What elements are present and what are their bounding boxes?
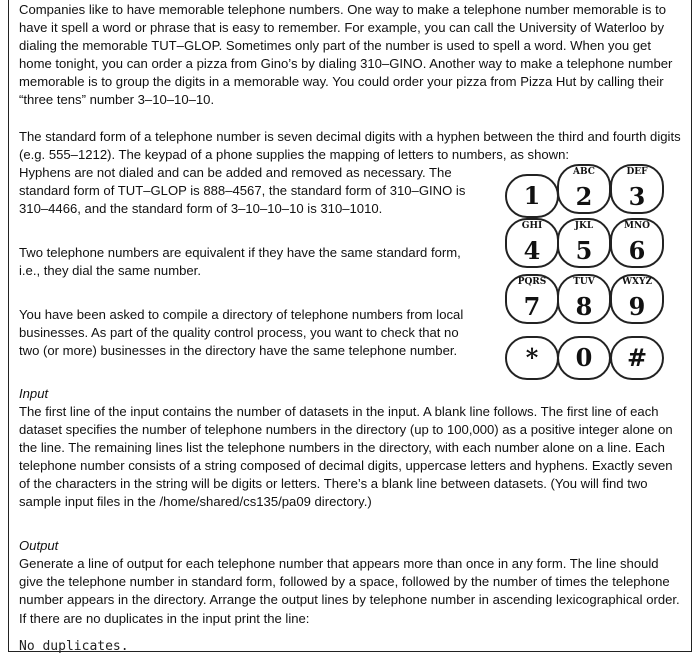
keypad-key-star: *	[505, 336, 559, 380]
equivalent-paragraph: Two telephone numbers are equivalent if they have the same standard form, i.e., they dial the same number.	[19, 245, 461, 279]
keypad-key-2: ABC 2	[557, 164, 611, 214]
directory-paragraph: You have been asked to compile a directory of telephone numbers from local businesses. As part of the quality control process, you want to check that no two (or more) businesses in the directory have the same telephone number.	[19, 307, 464, 359]
input-body: The first line of the input contains the number of datasets in the input. A blank line follows. The first line of each dataset specifies the number of telephone numbers in the directory (up to 100,000) as a positive integer alone on the line. The remaining lines list the telephone numbers in the directory, with each number alone on a line. Each telephone number consists of a string composed of decimal digits, uppercase letters and hyphens. Exactly seven of the characters in the string will be digits or letters. There’s a blank line between datasets. (You will find two sample input files in the /home/shared/cs135/pa09 directory.)	[19, 403, 673, 510]
keypad-key-1: 1	[505, 174, 559, 218]
phone-keypad-figure	[497, 164, 675, 382]
hyphens-paragraph: Hyphens are not dialed and can be added and removed as necessary. The standard form of TUT–GLOP is 888–4567, the standard form of 310–GINO is 310–4466, and the standard form of 3–10–10–10 is 310–1010.	[19, 164, 466, 216]
keypad-key-5: JKL 5	[557, 218, 611, 268]
keypad-key-4: GHI 4	[505, 218, 559, 268]
keypad-section	[19, 164, 683, 385]
intro-paragraph: Companies like to have memorable telephone numbers. One way to make a telephone number memorable is to have it spell a word or phrase that is easy to remember. For example, you can call the University of Waterloo by dialing the memorable TUT–GLOP. Sometimes only part of the number is used to spell a word. When you get home tonight, you can order a pizza from Gino’s by dialing 310–GINO. Another way to make a telephone number memorable is to group the digits in a memorable way. You could order your pizza from Pizza Hut by calling their “three tens” number 3–10–10–10.	[19, 2, 673, 108]
keypad-key-hash: #	[610, 336, 664, 380]
no-duplicates-sample: No duplicates.	[19, 638, 129, 654]
output-body: Generate a line of output for each telephone number that appears more than once in any form. The line should give the telephone number in standard form, followed by a space, followed by the number of times the telephone number appears in the directory. Arrange the output lines by telephone number in ascending lexicographical order. If there are no duplicates in the input print the line:	[19, 556, 680, 626]
keypad-key-8: TUV 8	[557, 274, 611, 324]
keypad-key-0: 0	[557, 336, 611, 380]
output-heading: Output	[19, 538, 59, 554]
keypad-key-7: PQRS 7	[505, 274, 559, 324]
keypad-key-6: MNO 6	[610, 218, 664, 268]
keypad-key-9: WXYZ 9	[610, 274, 664, 324]
standard-form-paragraph: The standard form of a telephone number is seven decimal digits with a hyphen between the third and fourth digits (e.g. 555–1212). The keypad of a phone supplies the mapping of letters to numbers, as shown:	[19, 128, 681, 162]
keypad-key-3: DEF 3	[610, 164, 664, 214]
document-body	[19, 1, 683, 656]
input-heading: Input	[19, 385, 49, 401]
